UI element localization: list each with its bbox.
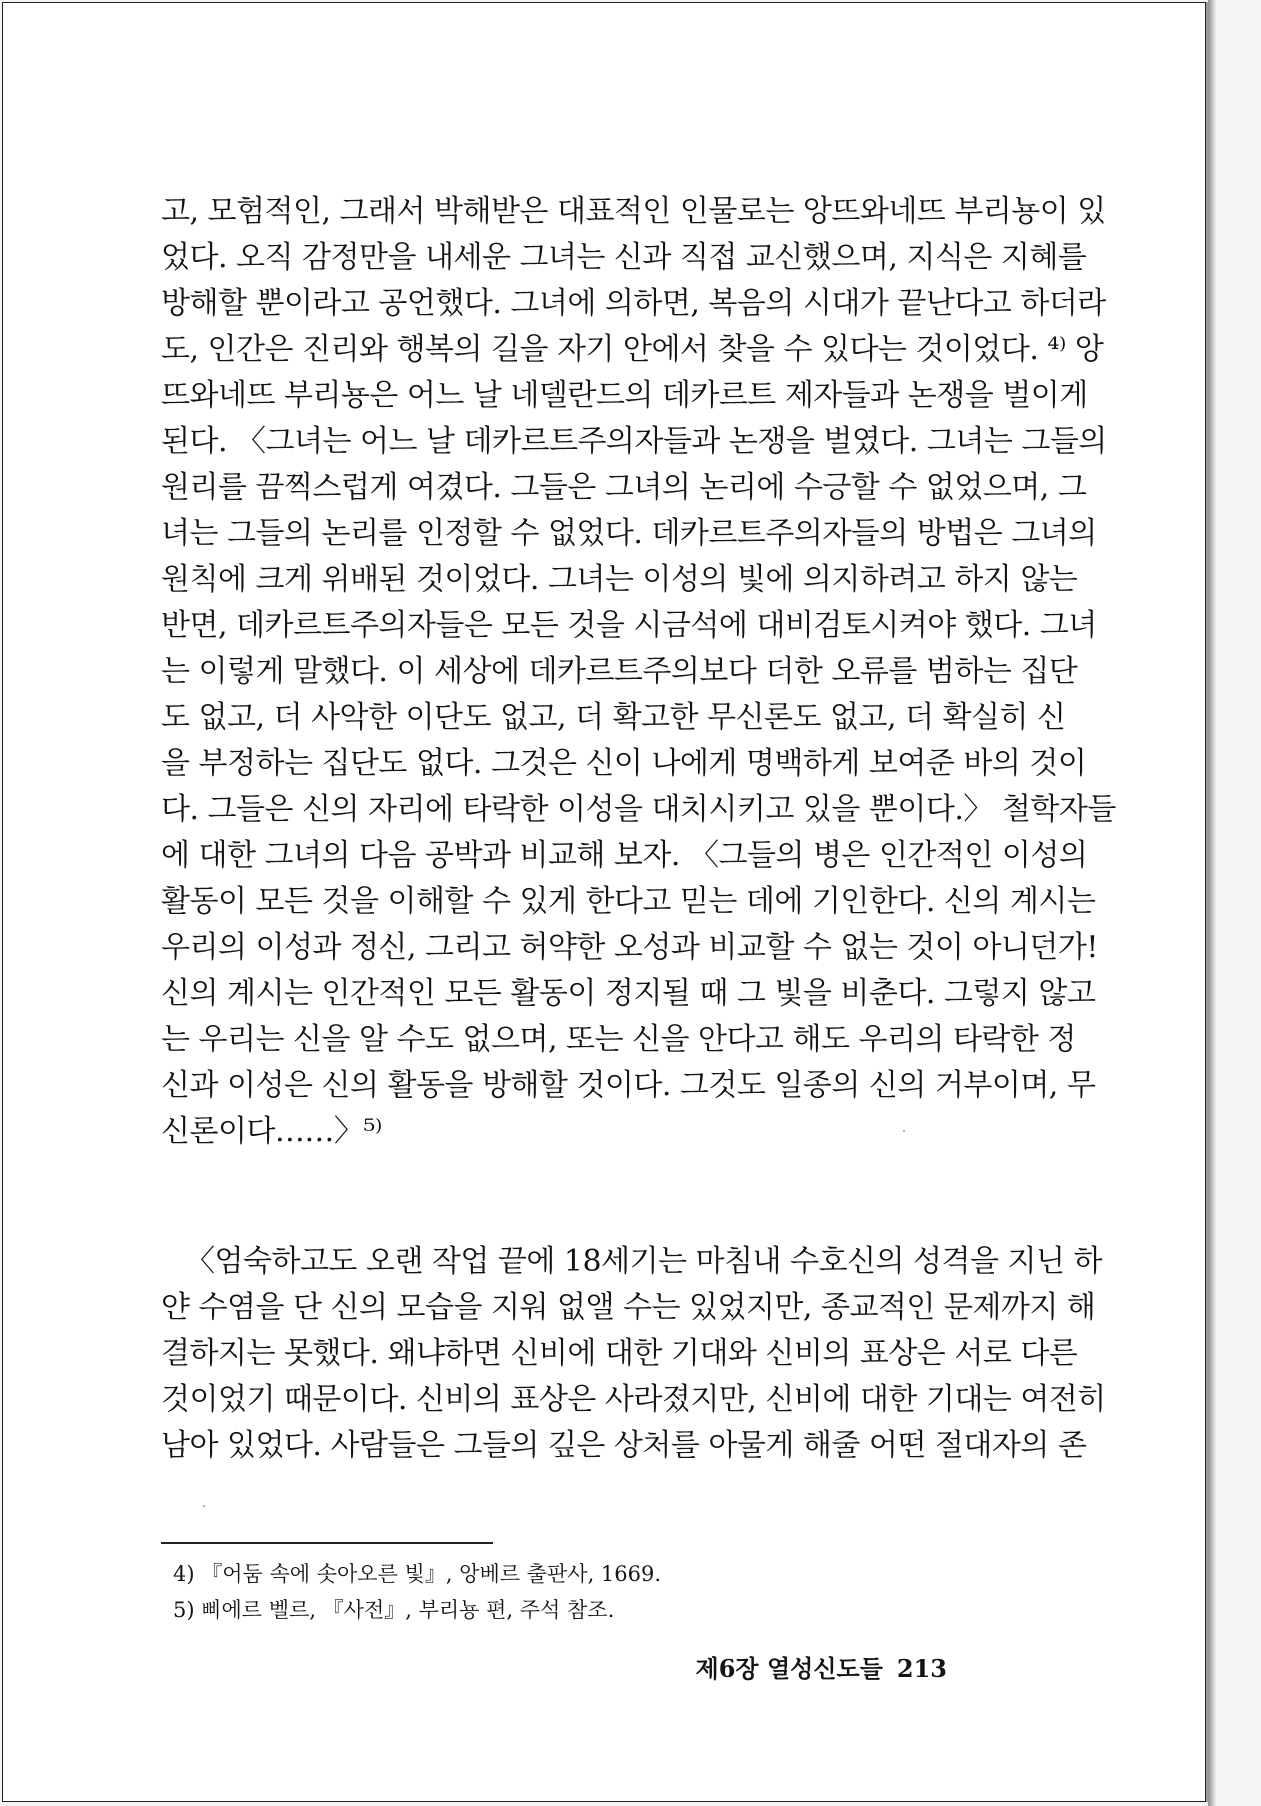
text-line: 신론이다……〉⁵⁾	[161, 1114, 382, 1149]
text-line: 남아 있었다. 사람들은 그들의 깊은 상처를 아물게 해줄 어떤 절대자의 존	[161, 1428, 1087, 1463]
body-paragraph-2	[161, 1239, 1106, 1469]
text-line: 반면, 데카르트주의자들은 모든 것을 시금석에 대비검토시켜야 했다. 그녀	[161, 608, 1097, 643]
text-line: 도, 인간은 진리와 행복의 길을 자기 안에서 찾을 수 있다는 것이었다. ⁴⁾ 앙	[161, 332, 1104, 367]
page-number: 213	[896, 1654, 947, 1683]
text-line: 〈엄숙하고도 오랜 작업 끝에 18세기는 마침내 수호신의 성격을 지닌 하	[185, 1244, 1102, 1279]
page-edge-shadow	[1208, 0, 1216, 1806]
text-line: 얀 수염을 단 신의 모습을 지워 없앨 수는 있었지만, 종교적인 문제까지 해	[161, 1290, 1096, 1325]
footnotes	[173, 1556, 661, 1628]
text-line: 결하지는 못했다. 왜냐하면 신비에 대한 기대와 신비의 표상은 서로 다른	[161, 1336, 1078, 1371]
footnote-4: 4) 『어둠 속에 솟아오른 빛』, 앙베르 출판사, 1669.	[173, 1562, 662, 1586]
text-line: 우리의 이성과 정신, 그리고 허약한 오성과 비교할 수 없는 것이 아니던가!	[161, 930, 1098, 965]
chapter-title: 제6장 열성신도들	[695, 1654, 883, 1683]
text-line: 에 대한 그녀의 다음 공박과 비교해 보자. 〈그들의 병은 인간적인 이성의	[161, 838, 1088, 873]
footnote-5: 5) 삐에르 벨르, 『사전』, 부리뇽 편, 주석 참조.	[173, 1598, 615, 1622]
text-line: 을 부정하는 집단도 없다. 그것은 신이 나에게 명백하게 보여준 바의 것이	[161, 746, 1087, 781]
scan-speck	[203, 1505, 205, 1507]
text-line: 녀는 그들의 논리를 인정할 수 없었다. 데카르트주의자들의 방법은 그녀의	[161, 516, 1097, 551]
running-footer	[696, 1649, 947, 1684]
text-line: 신과 이성은 신의 활동을 방해할 것이다. 그것도 일종의 신의 거부이며, 무	[161, 1068, 1096, 1103]
text-line: 된다. 〈그녀는 어느 날 데카르트주의자들과 논쟁을 벌였다. 그녀는 그들의	[161, 424, 1107, 459]
text-line: 도 없고, 더 사악한 이단도 없고, 더 확고한 무신론도 없고, 더 확실히 신	[161, 700, 1066, 735]
text-line: 는 이렇게 말했다. 이 세상에 데카르트주의보다 더한 오류를 범하는 집단	[161, 654, 1078, 689]
text-line: 원칙에 크게 위배된 것이었다. 그녀는 이성의 빛에 의지하려고 하지 않는	[161, 562, 1078, 597]
text-line: 방해할 뿐이라고 공언했다. 그녀에 의하면, 복음의 시대가 끝난다고 하더라	[161, 286, 1106, 321]
text-line: 것이었기 때문이다. 신비의 표상은 사라졌지만, 신비에 대한 기대는 여전히	[161, 1382, 1106, 1417]
text-line: 는 우리는 신을 알 수도 없으며, 또는 신을 안다고 해도 우리의 타락한 정	[161, 1022, 1076, 1057]
body-paragraph-1	[161, 189, 1116, 1155]
footnote-divider	[161, 1542, 493, 1544]
scan-speck	[903, 1130, 905, 1132]
book-page	[2, 2, 1206, 1802]
text-line: 었다. 오직 감정만을 내세운 그녀는 신과 직접 교신했으며, 지식은 지혜를	[161, 240, 1087, 275]
text-line: 다. 그들은 신의 자리에 타락한 이성을 대치시키고 있을 뿐이다.〉 철학자들	[161, 792, 1116, 827]
text-line: 활동이 모든 것을 이해할 수 있게 한다고 믿는 데에 기인한다. 신의 계시는	[161, 884, 1096, 919]
text-line: 뜨와네뜨 부리뇽은 어느 날 네델란드의 데카르트 제자들과 논쟁을 벌이게	[161, 378, 1088, 413]
text-line: 원리를 끔찍스럽게 여겼다. 그들은 그녀의 논리에 수긍할 수 없었으며, 그	[161, 470, 1087, 505]
text-line: 신의 계시는 인간적인 모든 활동이 정지될 때 그 빛을 비춘다. 그렇지 않고	[161, 976, 1096, 1011]
text-line: 고, 모험적인, 그래서 박해받은 대표적인 인물로는 앙뜨와네뜨 부리뇽이 있	[161, 194, 1106, 229]
